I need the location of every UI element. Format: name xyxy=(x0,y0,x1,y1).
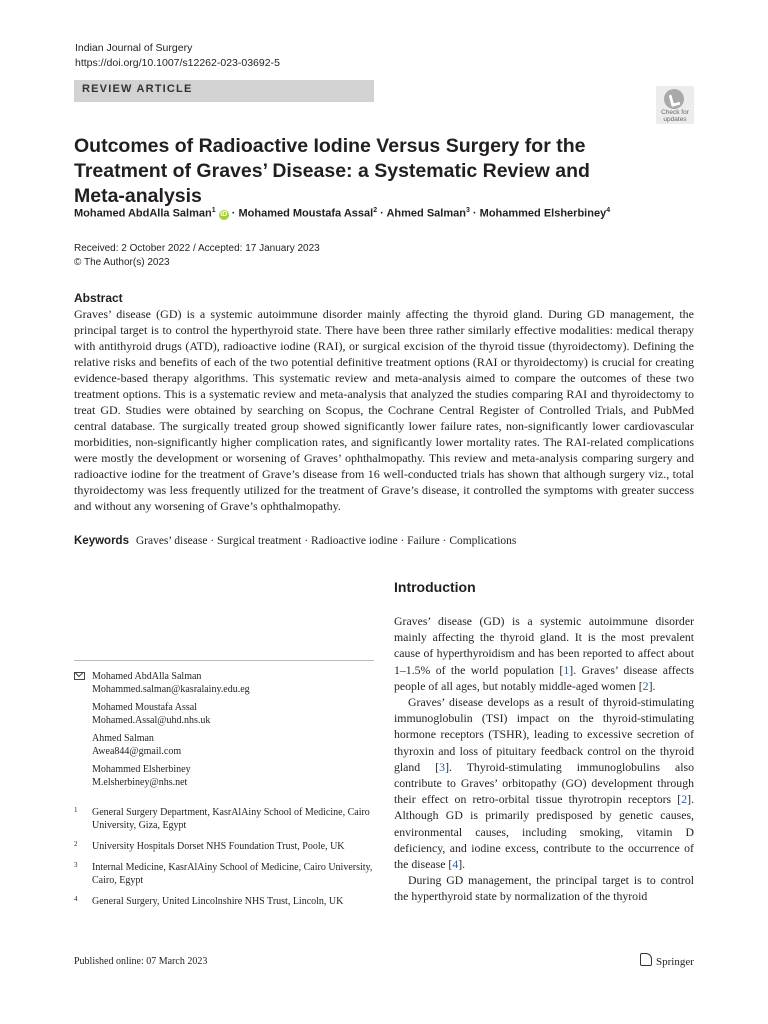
affiliation-text: General Surgery Department, KasrAlAiny School of Medicine, Cairo University, Giza, Egypt xyxy=(92,807,370,831)
doi-link[interactable]: https://doi.org/10.1007/s12262-023-03692-5 xyxy=(75,57,280,69)
keywords-list: Graves’ disease · Surgical treatment · Radioactive iodine · Failure · Complications xyxy=(135,535,517,547)
affiliation-list xyxy=(74,806,374,916)
intro-text-run: ]. xyxy=(458,857,466,872)
contact-email[interactable]: Mohammed.salman@kasralainy.edu.eg xyxy=(92,684,250,695)
article-type-label: REVIEW ARTICLE xyxy=(82,83,193,95)
article-dates xyxy=(74,242,320,270)
keywords-label: Keywords xyxy=(74,535,129,547)
orcid-icon[interactable]: iD xyxy=(220,210,228,218)
affiliation-number: 2 xyxy=(74,840,78,848)
contact-list xyxy=(74,670,374,794)
contact-name: Mohammed Elsherbiney xyxy=(92,764,191,775)
contact-entry xyxy=(74,732,374,758)
check-updates-icon xyxy=(664,89,684,109)
intro-paragraph xyxy=(394,613,694,694)
intro-text-run: ]. Graves’ disease affects people of all ages, but notably middle-aged women [ xyxy=(394,662,694,693)
abstract-text: Graves’ disease (GD) is a systemic autoimmune disorder mainly affecting the thyroid gland. During GD management, the principal target is to control the hyperthyroid state. There have been three rather similarly effective modalities: medical therapy with antithyroid drugs (ATD), radioactive iodine (RAI), or surgical excision of the thyroid tissue (thyroidectomy). Defining the relative risks and benefits of each of the two potential definitive treatment options (RAI or thyroidectomy) is crucial for creating evidence-based therapy algorithms. This systematic review and meta-analysis aimed to compare the outcomes of these two treatment options. This is a systematic review and meta-analysis that analyzed the studies comparing RAI and thyroidectomy to treat GD. Studies were obtained by searching on Scopus, the Cochrane Central Register of Controlled Trials, and PubMed central database. The surgically treated group showed significantly lower failure rates, non-significantly lower cardiovascular morbidities, non-significantly higher complication rates, and significantly lower mortality rates. The RAI-related complications were mostly the development or worsening of Graves’ ophthalmopathy. This review and meta-analysis comparing surgery and radioactive iodine for the treatment of Grave’s disease from 16 well-conducted trials has shown that although surgery viz., total thyroidectomy was less frequently utilized for the treatment of Grave’s disease, it controlled the symptoms with greater success and without any worsening of Grave’s ophthalmopathy. xyxy=(74,307,694,513)
author-affiliation-number: 1 xyxy=(211,207,216,214)
intro-text-run: ]. xyxy=(648,678,656,693)
intro-text-run: ]. Although GD is primarily predisposed by genetic causes, environmental causes, including smoking, vitamin D deficiency, and iodine excess, contribute to the occurrence of the disease [ xyxy=(394,792,694,872)
publisher-name: Springer xyxy=(656,956,694,968)
author-affiliation-number: 4 xyxy=(606,207,611,214)
citation-link[interactable]: 2 xyxy=(681,792,688,807)
published-online: Published online: 07 March 2023 xyxy=(74,956,208,967)
intro-paragraph: During GD management, the principal target is to control the hyperthyroid state by normalization of the thyroid xyxy=(394,873,694,904)
contact-email[interactable]: Mohamed.Assal@uhd.nhs.uk xyxy=(92,715,211,726)
contact-email[interactable]: M.elsherbiney@nhs.net xyxy=(92,777,188,788)
author-name[interactable]: Mohamed Moustafa Assal xyxy=(238,207,374,220)
author-affiliation-number: 2 xyxy=(373,207,378,214)
contact-name: Ahmed Salman xyxy=(92,733,154,744)
author-name[interactable]: Mohammed Elsherbiney xyxy=(479,207,607,220)
affiliation-text: Internal Medicine, KasrAlAiny School of Medicine, Cairo University, Cairo, Egypt xyxy=(92,862,373,886)
affiliation-text: General Surgery, United Lincolnshire NHS Trust, Lincoln, UK xyxy=(92,896,344,907)
article-title: Outcomes of Radioactive Iodine Versus Surgery for the Treatment of Graves’ Disease: a Systematic Review and Meta-analysis xyxy=(74,135,590,207)
intro-text-run: Graves’ disease (GD) is a systemic autoimmune disorder mainly affecting the thyroid gland. It is the most prevalent cause of hyperthyroidism and has been reported to affect about 1–1.5% of the world population [ xyxy=(394,614,694,677)
author-separator: · xyxy=(380,207,384,220)
received-accepted-dates: Received: 2 October 2022 / Accepted: 17 January 2023 xyxy=(74,243,320,254)
introduction-heading: Introduction xyxy=(394,579,476,595)
journal-header xyxy=(75,41,280,71)
citation-link[interactable]: 1 xyxy=(563,662,570,677)
springer-horse-icon xyxy=(640,953,652,966)
author-name[interactable]: Mohamed AbdAlla Salman xyxy=(74,207,212,220)
journal-name: Indian Journal of Surgery xyxy=(75,42,193,54)
author-list xyxy=(74,203,694,222)
check-updates-text: Check for updates xyxy=(661,109,689,123)
affiliation-number: 3 xyxy=(74,861,78,869)
affiliation-entry xyxy=(74,861,374,887)
abstract-heading: Abstract xyxy=(74,291,123,305)
publisher-logo xyxy=(640,953,694,968)
contact-entry xyxy=(74,670,374,696)
intro-text-run: ]. Thyroid-stimulating immunoglobulins also contribute to Graves’ orbitopathy (GO) development through their effect on retro-orbital tissue thyrotropin receptors [ xyxy=(394,759,695,807)
contact-name: Mohamed Moustafa Assal xyxy=(92,702,197,713)
affiliation-number: 4 xyxy=(74,895,78,903)
intro-paragraph xyxy=(394,694,694,872)
author-separator: · xyxy=(231,207,236,220)
contact-name: Mohamed AbdAlla Salman xyxy=(92,671,202,682)
affiliation-text: University Hospitals Dorset NHS Foundation Trust, Poole, UK xyxy=(92,841,345,852)
affiliation-entry xyxy=(74,840,374,853)
citation-link[interactable]: 4 xyxy=(452,857,459,872)
author-separator: · xyxy=(472,207,477,220)
copyright-line: © The Author(s) 2023 xyxy=(74,257,170,268)
author-affiliation-number: 3 xyxy=(465,207,470,214)
check-for-updates-badge[interactable] xyxy=(656,86,694,124)
introduction-body xyxy=(394,613,694,905)
affiliation-entry xyxy=(74,895,374,908)
affiliation-entry xyxy=(74,806,374,832)
footnote-divider xyxy=(74,660,374,661)
affiliation-number: 1 xyxy=(74,806,78,814)
citation-link[interactable]: 2 xyxy=(642,678,649,693)
intro-text-run: Graves’ disease develops as a result of thyroid-stimulating immunoglobulin (TSI) impact on the thyroid-stimulating hormone receptors (TSHR), leading to excessive secretion of thyroxin and loss of pituitary feedback control on the thyroid gland [ xyxy=(394,695,694,774)
author-name[interactable]: Ahmed Salman xyxy=(386,207,466,220)
citation-link[interactable]: 3 xyxy=(439,759,446,774)
contact-entry xyxy=(74,701,374,727)
keywords xyxy=(74,533,694,549)
contact-entry xyxy=(74,763,374,789)
contact-email[interactable]: Awea844@gmail.com xyxy=(92,746,182,757)
envelope-icon xyxy=(74,672,85,680)
